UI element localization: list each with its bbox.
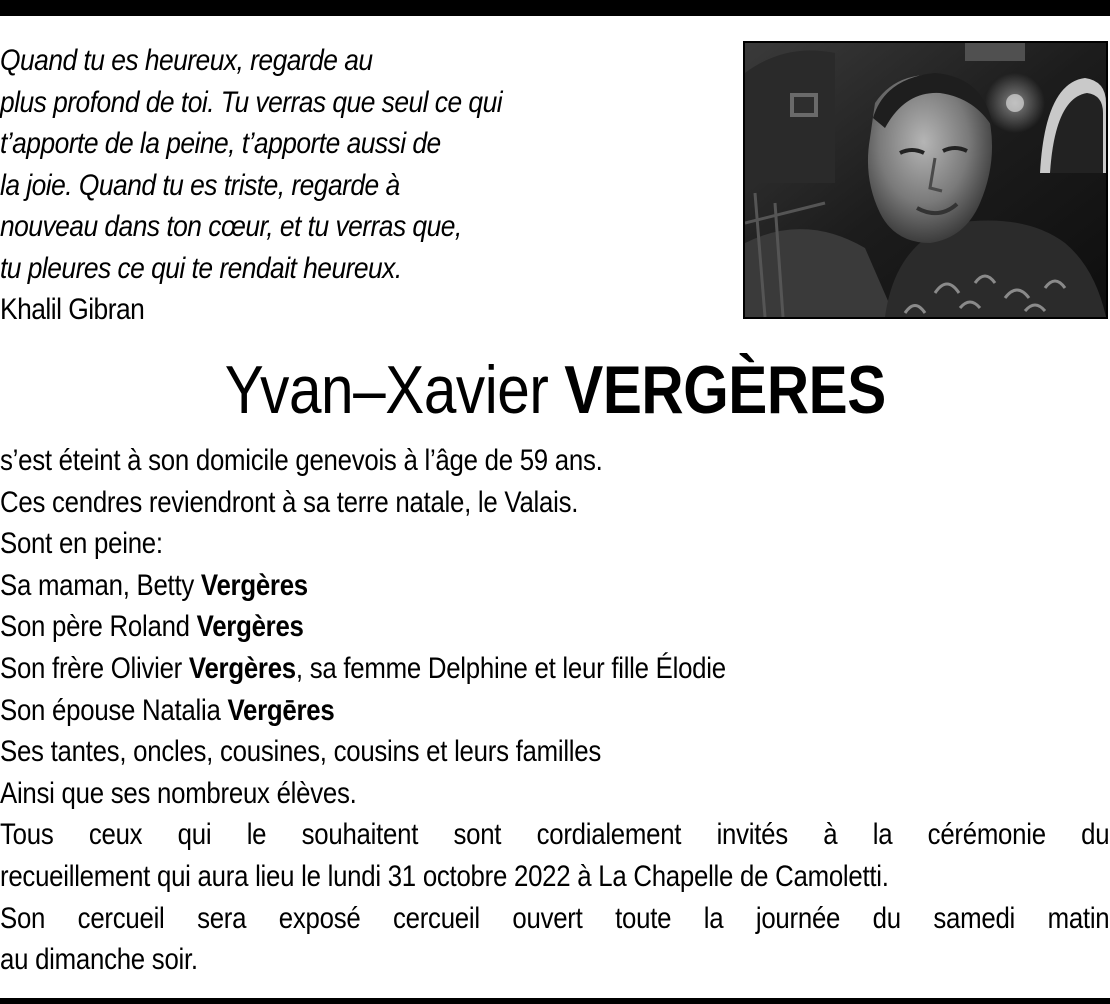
viewing-line-2: au dimanche soir. xyxy=(0,943,198,977)
word: Son xyxy=(0,901,46,935)
mourner-suffix: , sa femme Delphine et leur fille Élodie xyxy=(295,651,726,685)
mourner-prefix: Son épouse Natalia xyxy=(0,693,228,727)
mourner-prefix: Son frère Olivier xyxy=(0,651,189,685)
viewing-line-1 xyxy=(0,898,1109,940)
word: Tous xyxy=(0,818,54,852)
word: sont xyxy=(453,818,502,852)
quote-line: plus profond de toi. Tu verras que seul ce qui xyxy=(0,85,503,119)
word: cordialement xyxy=(536,818,682,852)
word: qui xyxy=(177,818,212,852)
quote-line: nouveau dans ton cœur, et tu verras que, xyxy=(0,210,462,243)
mourner-line xyxy=(0,565,1109,607)
word: toute xyxy=(615,901,672,935)
mourner-surname: Vergēres xyxy=(227,693,335,727)
extended-family-line: Ses tantes, oncles, cousines, cousins et leurs familles xyxy=(0,735,602,769)
word: à xyxy=(823,818,838,852)
word: souhaitent xyxy=(301,818,419,852)
portrait-image xyxy=(745,43,1106,317)
word: la xyxy=(703,901,724,935)
announcement-text xyxy=(0,440,1109,981)
intro-line: s’est éteint à son domicile genevois à l’âge de 59 ans. xyxy=(0,444,603,477)
word: cercueil xyxy=(77,901,165,935)
word: matin xyxy=(1047,901,1110,935)
word: cérémonie xyxy=(927,818,1046,852)
portrait-photo xyxy=(743,41,1108,319)
word: invités xyxy=(716,818,788,852)
mourner-surname: Vergères xyxy=(200,568,308,602)
word: le xyxy=(246,818,267,852)
mourner-surname: Vergères xyxy=(196,610,304,644)
mourner-surname: Vergères xyxy=(188,651,296,685)
word: du xyxy=(1081,818,1110,852)
word: ouvert xyxy=(512,901,583,935)
deceased-last-name: VERGÈRES xyxy=(563,352,886,428)
quote-line: tu pleures ce qui te rendait heureux. xyxy=(0,251,402,285)
ceremony-line-1 xyxy=(0,814,1109,856)
deceased-first-names: Yvan–Xavier xyxy=(224,352,549,428)
word: la xyxy=(872,818,893,852)
word: ceux xyxy=(88,818,143,852)
top-rule xyxy=(0,0,1110,16)
word: exposé xyxy=(278,901,361,935)
quote-line: la joie. Quand tu es triste, regarde à xyxy=(0,168,400,202)
mourner-prefix: Son père Roland xyxy=(0,610,197,644)
mourners-heading: Sont en peine: xyxy=(0,527,163,561)
word: journée xyxy=(755,901,841,935)
word: cercueil xyxy=(392,901,480,935)
quote-line: Quand tu es heureux, regarde au xyxy=(0,44,373,77)
word: samedi xyxy=(933,901,1016,935)
bottom-rule xyxy=(0,998,1110,1004)
quote-author: Khalil Gibran xyxy=(0,293,145,326)
mourner-line xyxy=(0,690,1109,732)
word: du xyxy=(872,901,901,935)
students-line: Ainsi que ses nombreux élèves. xyxy=(0,776,357,810)
mourner-line xyxy=(0,648,1109,690)
deceased-name xyxy=(0,348,1110,432)
mourner-line xyxy=(0,606,1109,648)
word: sera xyxy=(197,901,247,935)
mourner-prefix: Sa maman, Betty xyxy=(0,568,201,602)
quote-line: t’apporte de la peine, t’apporte aussi de xyxy=(0,127,441,160)
quote-block xyxy=(0,40,634,331)
ashes-line: Ces cendres reviendront à sa terre natale, le Valais. xyxy=(0,485,579,519)
ceremony-line-2: recueillement qui aura lieu le lundi 31 octobre 2022 à La Chapelle de Camoletti. xyxy=(0,859,889,893)
